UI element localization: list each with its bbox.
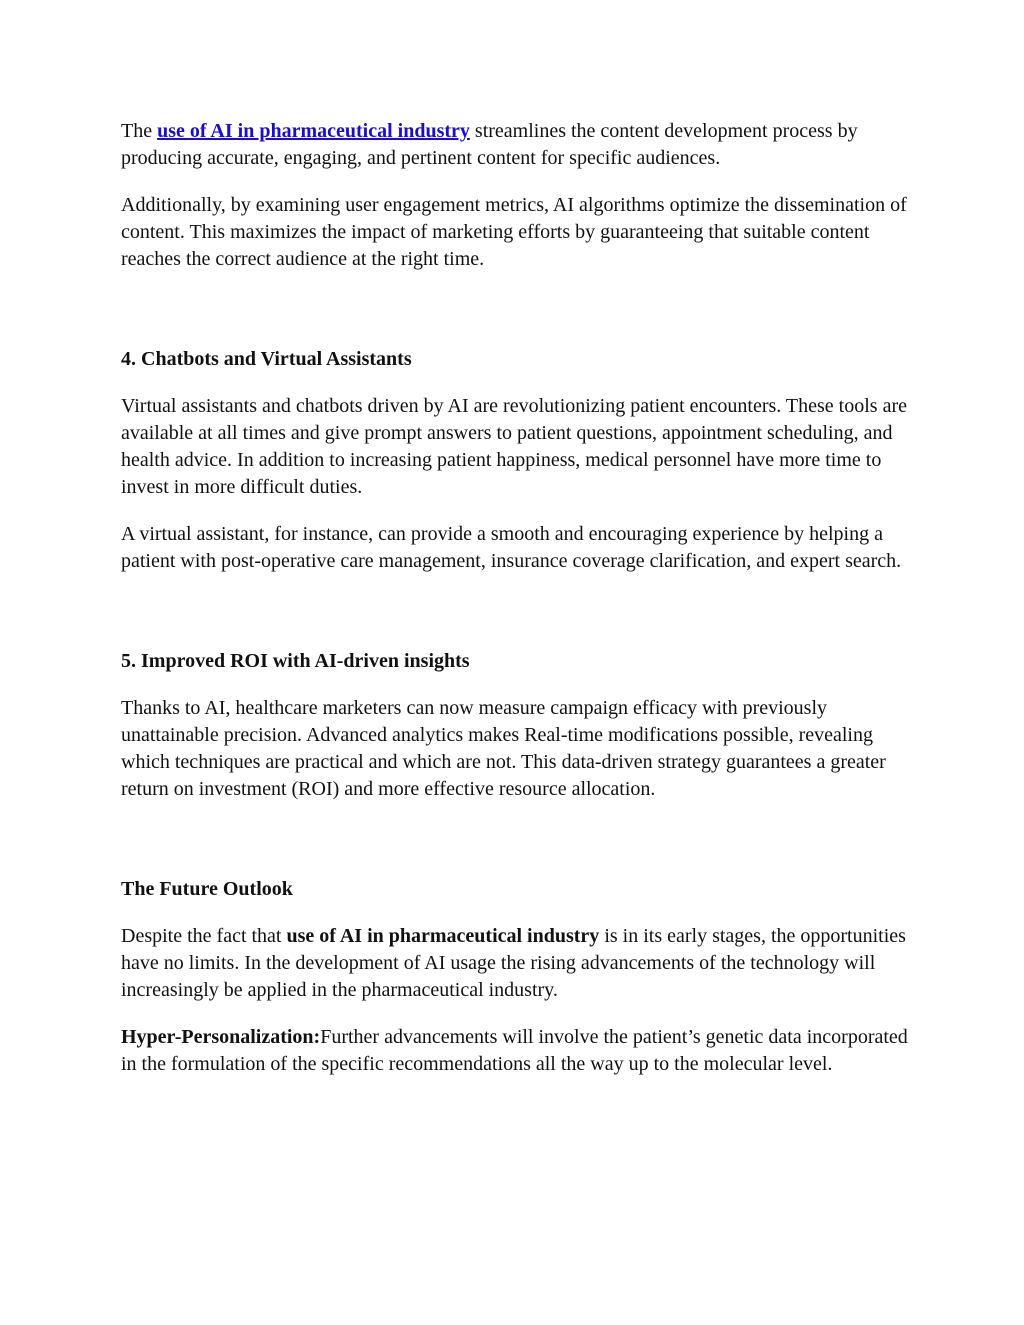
section-spacer (121, 823, 911, 876)
section-spacer (121, 293, 911, 346)
hyper-personalization-label: Hyper-Personalization: (121, 1026, 321, 1048)
intro-text-after-link: streamlines the content development process by producing accurate, engaging, and pertinent content for specific audiences. (121, 120, 858, 169)
section-5-paragraph-1: Thanks to AI, healthcare marketers can now measure campaign efficacy with previously unattainable precision. Advanced analytics makes Real-time modifications possible, revealing which techniques are practical and which are not. This data-driven strategy guarantees a greater return on investment (ROI) and more effective resource allocation. (121, 697, 886, 800)
intro-paragraph-2: Additionally, by examining user engagement metrics, AI algorithms optimize the dissemination of content. This maximizes the impact of marketing efforts by guaranteeing that suitable content reaches the correct audience at the right time. (121, 194, 907, 270)
future-outlook-heading: The Future Outlook (121, 878, 293, 900)
future-paragraph-1 (121, 923, 911, 1004)
pharma-ai-link[interactable]: use of AI in pharmaceutical industry (157, 120, 470, 142)
section-5-heading: 5. Improved ROI with AI-driven insights (121, 650, 470, 672)
future-text-after-bold: is in its early stages, the opportunities have no limits. In the development of AI usage the rising advancements of the technology will increasingly be applied in the pharmaceutical industry. (121, 925, 906, 1001)
intro-paragraph-1 (121, 118, 911, 172)
future-bold-phrase: use of AI in pharmaceutical industry (286, 925, 600, 947)
section-spacer (121, 595, 911, 648)
document-page (121, 118, 911, 1098)
section-4-paragraph-1: Virtual assistants and chatbots driven by AI are revolutionizing patient encounters. These tools are available at all times and give prompt answers to patient questions, appointment scheduling, and health advice. In addition to increasing patient happiness, medical personnel have more time to invest in more difficult duties. (121, 395, 907, 498)
intro-text-before-link: The (121, 120, 158, 142)
future-text-before-bold: Despite the fact that (121, 925, 287, 947)
hyper-personalization-text: Further advancements will involve the patient’s genetic data incorporated in the formulation of the specific recommendations all the way up to the molecular level. (121, 1026, 908, 1075)
section-4-heading: 4. Chatbots and Virtual Assistants (121, 348, 412, 370)
section-4-paragraph-2: A virtual assistant, for instance, can provide a smooth and encouraging experience by helping a patient with post-operative care management, insurance coverage clarification, and expert search. (121, 523, 902, 572)
future-paragraph-2 (121, 1024, 911, 1078)
